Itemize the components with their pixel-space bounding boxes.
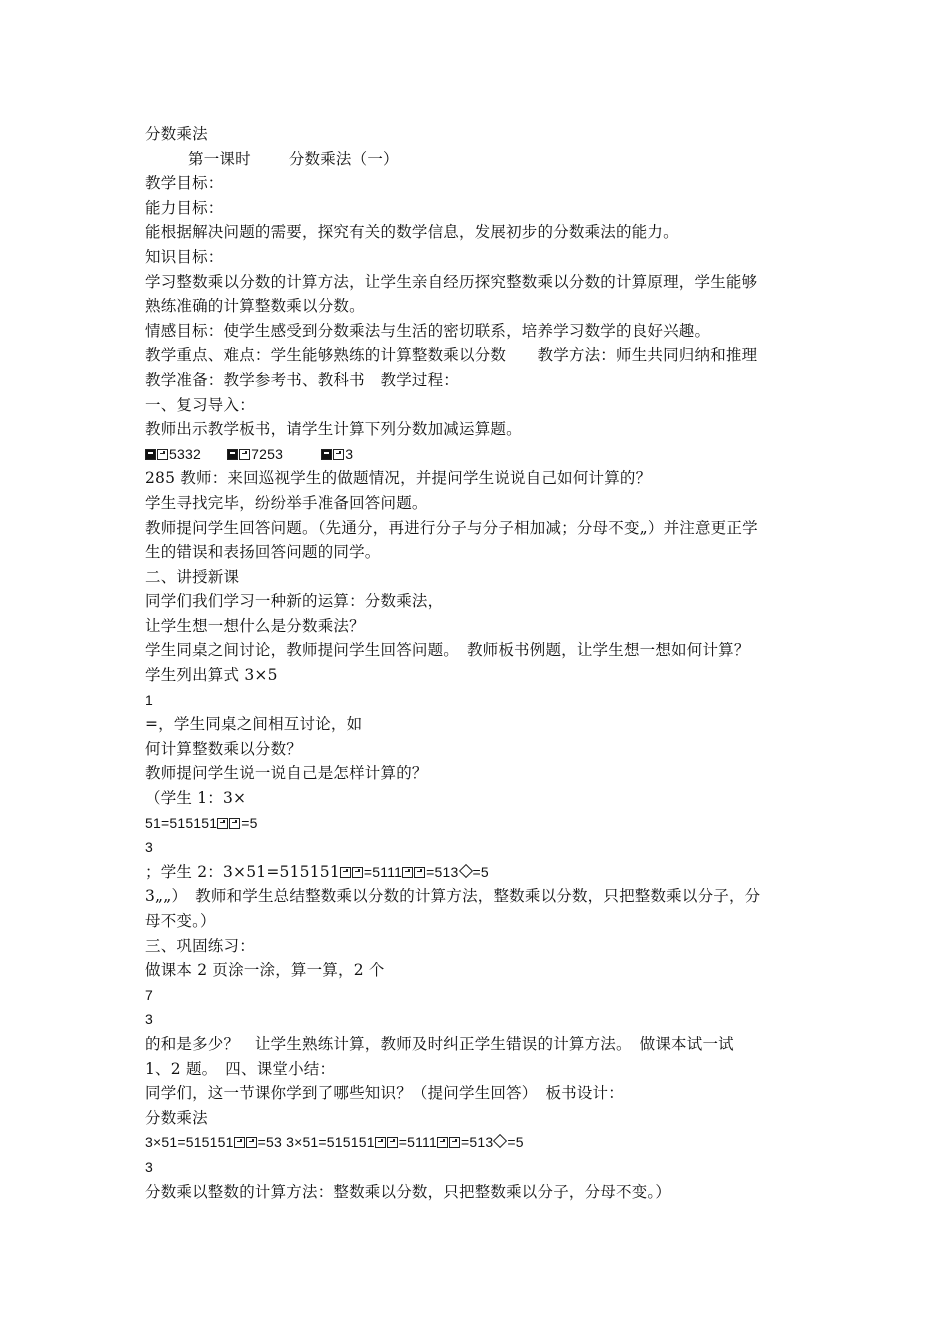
expression-row bbox=[145, 442, 815, 467]
text-line: 分数乘以整数的计算方法：整数乘以分数，只把整数乘以分子，分母不变。） bbox=[145, 1182, 672, 1201]
missing-glyph-icon bbox=[229, 818, 240, 829]
text-line: 教学目标： bbox=[145, 174, 224, 193]
text-line: 1 bbox=[145, 691, 153, 708]
missing-glyph-icon bbox=[239, 449, 250, 460]
student2-calculation bbox=[145, 860, 815, 885]
calc-part: =513 bbox=[460, 1134, 494, 1151]
text-line: 学生寻找完毕，纷纷举手准备回答问题。 bbox=[145, 493, 428, 512]
text-line: 三、巩固练习： bbox=[145, 936, 255, 955]
document-page bbox=[145, 122, 815, 1204]
lesson-number: 第一课时 bbox=[188, 149, 251, 168]
calc-part: =513 bbox=[426, 863, 459, 880]
missing-glyph-icon bbox=[333, 449, 344, 460]
lesson-name: 分数乘法（一） bbox=[288, 149, 399, 168]
text-line: 熟练准确的计算整数乘以分数。 bbox=[145, 297, 365, 316]
text-line: 教师提问学生回答问题。（先通分，再进行分子与分子相加减；分母不变„）并注意更正学 bbox=[145, 518, 758, 537]
expression-3: 3 bbox=[345, 445, 354, 462]
calc-part: =5 bbox=[507, 1134, 524, 1151]
calc-part: =5111 bbox=[398, 1134, 437, 1151]
text-line: 能力目标： bbox=[145, 198, 224, 217]
missing-glyph-icon bbox=[414, 867, 425, 878]
doc-title: 分数乘法 bbox=[145, 125, 208, 143]
missing-glyph-icon bbox=[449, 1137, 460, 1148]
text-line: 生的错误和表扬回答问题的同学。 bbox=[145, 543, 381, 562]
text-line: 教学重点、难点：学生能够熟练的计算整数乘以分数 教学方法：师生共同归纳和推理 bbox=[145, 346, 758, 365]
calc-part: =53 3×51=515151 bbox=[257, 1134, 375, 1151]
calc-part: =5111 bbox=[363, 863, 403, 880]
text-line: 做课本 2 页涂一涂，算一算，2 个 bbox=[145, 961, 385, 980]
missing-glyph-icon bbox=[352, 867, 363, 878]
missing-glyph-icon bbox=[437, 1137, 448, 1148]
calc-part: 51=515151 bbox=[145, 814, 218, 831]
missing-glyph-icon bbox=[246, 1137, 257, 1148]
missing-glyph-icon bbox=[234, 1137, 245, 1148]
calc-part: ；学生 2：3×51=515151 bbox=[145, 862, 340, 881]
text-line: 学生列出算式 3×5 bbox=[145, 666, 278, 685]
calc-part: 3×51=515151 bbox=[145, 1134, 234, 1151]
board-calculation bbox=[145, 1130, 815, 1155]
text-line: 情感目标：使学生感受到分数乘法与生活的密切联系，培养学习数学的良好兴趣。 bbox=[145, 321, 711, 340]
missing-glyph-icon bbox=[402, 867, 413, 878]
text-line: 学习整数乘以分数的计算方法，让学生亲自经历探究整数乘以分数的计算原理，学生能够 bbox=[145, 272, 758, 291]
text-line: （学生 1：3× bbox=[145, 789, 247, 808]
diamond-icon bbox=[493, 1134, 507, 1148]
calc-part: =5 bbox=[472, 863, 489, 880]
text-line: 1、2 题。 四、课堂小结： bbox=[145, 1059, 336, 1078]
text-line: 3 bbox=[145, 1158, 153, 1175]
text-line: 的和是多少？ 让学生熟练计算，教师及时纠正学生错误的计算方法。 做课本试一试 bbox=[145, 1034, 734, 1053]
text-line: 学生同桌之间讨论，教师提问学生回答问题。 教师板书例题，让学生想一想如何计算？ bbox=[145, 641, 750, 660]
missing-glyph-icon bbox=[375, 1137, 386, 1148]
text-line: 3 bbox=[145, 839, 153, 856]
text-line: 7 bbox=[145, 986, 153, 1003]
text-line: 285 教师：来回巡视学生的做题情况，并提问学生说说自己如何计算的？ bbox=[145, 469, 652, 488]
text-line: 一、复习导入： bbox=[145, 395, 255, 414]
missing-glyph-icon bbox=[217, 818, 228, 829]
missing-glyph-icon bbox=[321, 449, 332, 460]
text-line: 3„„） 教师和学生总结整数乘以分数的计算方法，整数乘以分数，只把整数乘以分子，分 bbox=[145, 887, 761, 906]
text-line: 分数乘法 bbox=[145, 1108, 208, 1127]
expression-1: 5332 bbox=[169, 445, 201, 462]
text-line: 母不变。） bbox=[145, 912, 216, 930]
missing-glyph-icon bbox=[227, 449, 238, 460]
expression-2: 7253 bbox=[251, 445, 284, 462]
student1-calculation bbox=[145, 811, 815, 836]
text-line: 让学生想一想什么是分数乘法？ bbox=[145, 616, 365, 635]
diamond-icon bbox=[458, 864, 472, 878]
text-line: 同学们，这一节课你学到了哪些知识？（提问学生回答） 板书设计： bbox=[145, 1084, 624, 1103]
text-line: 能根据解决问题的需要，探究有关的数学信息，发展初步的分数乘法的能力。 bbox=[145, 223, 679, 242]
text-line: =，学生同桌之间相互讨论，如 bbox=[145, 715, 363, 734]
missing-glyph-icon bbox=[340, 867, 351, 878]
calc-part: =5 bbox=[241, 814, 258, 831]
text-line: 教师出示教学板书，请学生计算下列分数加减运算题。 bbox=[145, 420, 522, 439]
missing-glyph-icon bbox=[145, 449, 156, 460]
missing-glyph-icon bbox=[157, 449, 168, 460]
text-line: 3 bbox=[145, 1011, 153, 1028]
text-line: 二、讲授新课 bbox=[145, 567, 240, 586]
text-line: 同学们我们学习一种新的运算：分数乘法， bbox=[145, 592, 444, 611]
text-line: 知识目标： bbox=[145, 247, 224, 266]
text-line: 教学准备：教学参考书、教科书 教学过程： bbox=[145, 370, 460, 389]
missing-glyph-icon bbox=[387, 1137, 398, 1148]
text-line: 教师提问学生说一说自己是怎样计算的？ bbox=[145, 764, 428, 783]
text-line: 何计算整数乘以分数？ bbox=[145, 739, 303, 758]
lesson-heading bbox=[145, 147, 815, 172]
